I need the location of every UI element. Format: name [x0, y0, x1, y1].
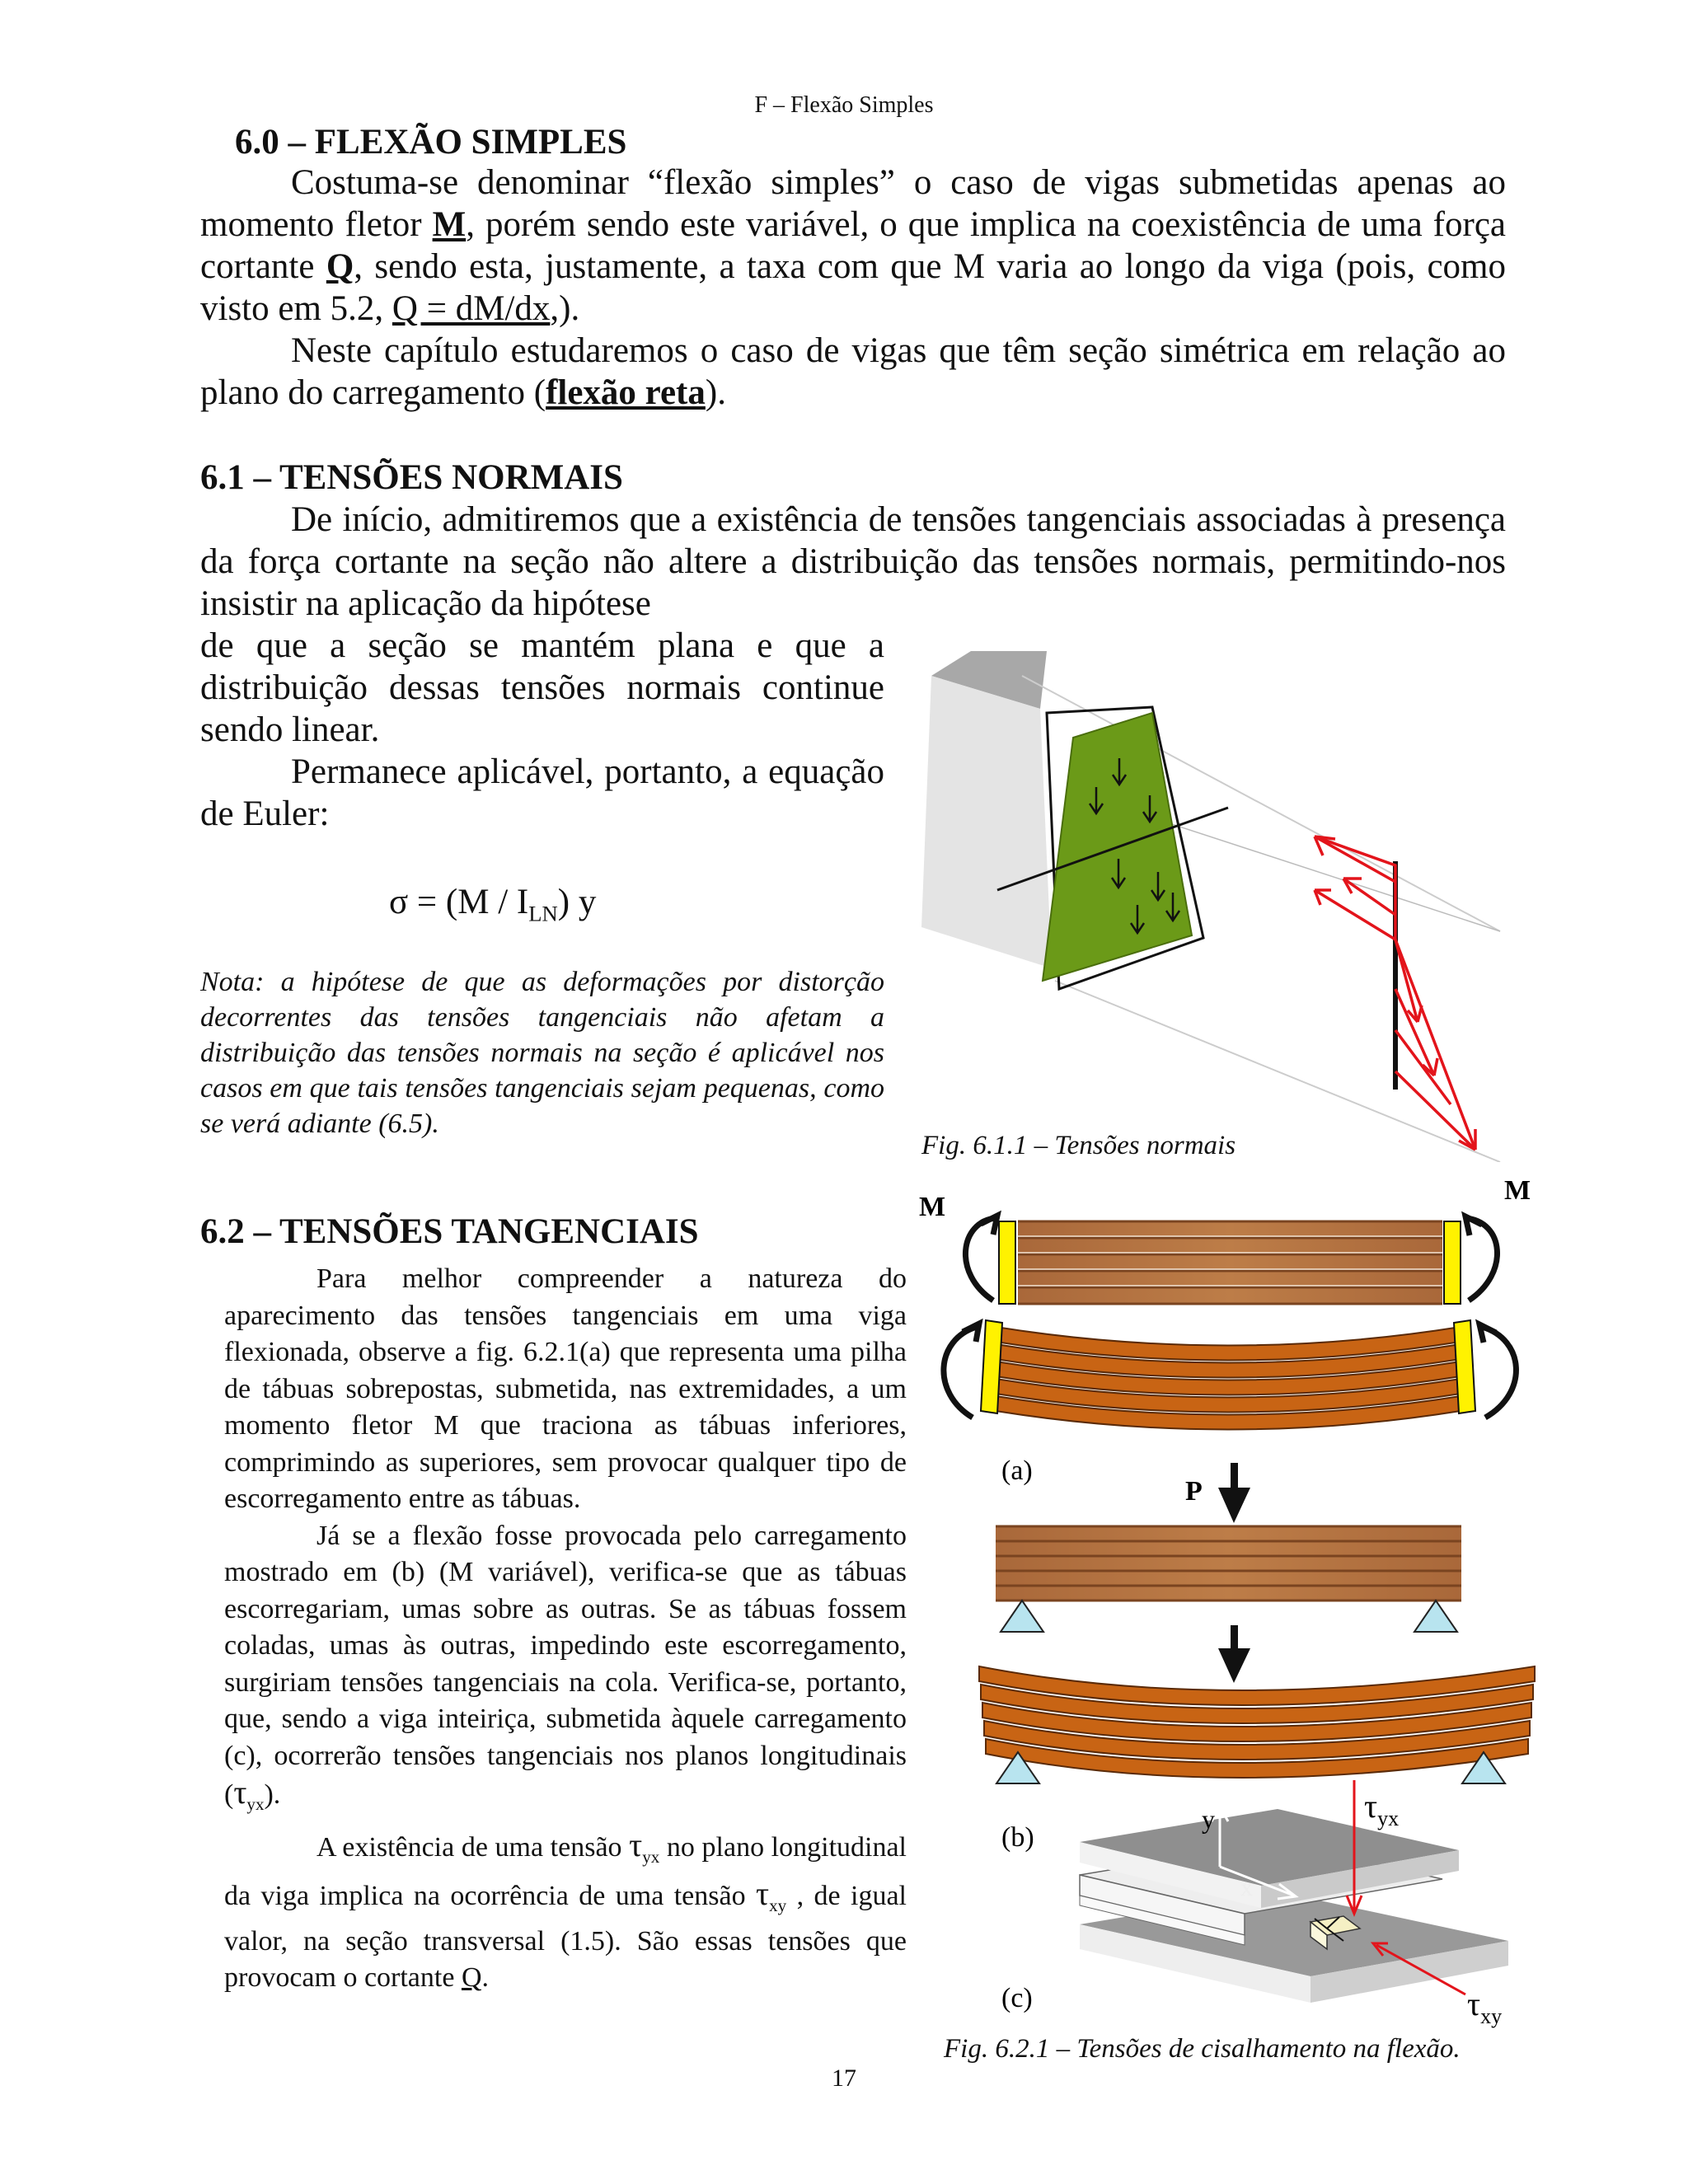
- figure-6-2-1-caption: Fig. 6.2.1 – Tensões de cisalhamento na flexão.: [944, 2034, 1461, 2064]
- note: Nota: a hipótese de que as deformações por distorção decorrentes das tensões tangenciais não afetam a distribuição das tensões normais na seção é aplicável nos casos em que tais tensões tangenciais sejam pequenas, como se verá adiante (6.5).: [200, 967, 884, 1139]
- paragraph: De início, admitiremos que a existência de tensões tangenciais associadas à presença da força cortante na seção não altere a distribuição das tensões normais, permitindo-nos insistir na aplicação da hipótese: [200, 500, 1506, 623]
- paragraph: Para melhor compreender a natureza do aparecimento das tensões tangenciais em uma viga flexionada, observe a fig. 6.2.1(a) que representa uma pilha de tábuas sobrepostas, submetida, nas extremidades, a um momento fletor M que traciona as tábuas inferiores, comprimindo as superiores, sem provocar qualquer tipo de escorregamento entre as tábuas.: [224, 1263, 907, 1514]
- board-stack-straight: [999, 1221, 1461, 1304]
- tau-xy-symbol: $\tau_{xy}$: [1467, 1985, 1503, 2028]
- section-6-2-heading: 6.2 – TENSÕES TANGENCIAIS: [200, 1212, 699, 1251]
- running-header: F – Flexão Simples: [754, 92, 934, 118]
- paragraph: Costuma-se denominar “flexão simples” o caso de vigas submetidas apenas ao momento fletor M, porém sendo este variável, o que implica na coexistência de uma força cortante Q, sendo esta, justamente, a taxa com que M varia ao longo da viga (pois, como visto em 5.2, Q = dM/dx,).: [200, 163, 1506, 328]
- axis-label-x: x: [1240, 1874, 1253, 1901]
- section-6-0-heading: 6.0 – FLEXÃO SIMPLES: [235, 123, 627, 162]
- figure-6-2-1: [915, 1170, 1558, 2036]
- section-6-1-heading: 6.1 – TENSÕES NORMAIS: [200, 458, 623, 497]
- load-arrow: [1218, 1463, 1250, 1523]
- section-6-1-left-column: [200, 625, 884, 835]
- section-6-0-body: [200, 162, 1506, 414]
- beam-element-3d: [1080, 1809, 1508, 2003]
- tau-yx-symbol: $\tau_{yx}$: [1364, 1788, 1400, 1830]
- figure-6-1-1-caption: Fig. 6.1.1 – Tensões normais: [921, 1131, 1236, 1160]
- paragraph: Neste capítulo estudaremos o caso de vigas que têm seção simétrica em relação ao plano do carregamento (flexão reta).: [200, 331, 1506, 412]
- block-side-face: [921, 676, 1052, 968]
- paragraph: Permanece aplicável, portanto, a equação de Euler:: [200, 752, 884, 833]
- label-a: (a): [1001, 1455, 1033, 1486]
- support-left: [1001, 1601, 1043, 1632]
- axis-label-y: y: [1202, 1804, 1215, 1834]
- paragraph: de que a seção se mantém plana e que a distribuição dessas tensões normais continue sendo linear.: [200, 626, 884, 749]
- figure-6-1-1: [907, 643, 1517, 1162]
- beam-bent-slipping: [979, 1666, 1535, 1778]
- board-stack-bent: [996, 1327, 1461, 1430]
- end-plate-left: [999, 1221, 1015, 1304]
- paragraph: Já se a flexão fosse provocada pelo carregamento mostrado em (b) (M variável), verifica-se que as tábuas escorregariam, umas sobre as outras. Se as tábuas fossem coladas, umas às outras, impedindo este escorregamento, surgiriam tensões tangenciais na cola. Verifica-se, portanto, que, sendo a viga inteiriça, submetida àquele carregamento (c), ocorrerão tensões tangenciais nos planos longitudinais $(\tau_{yx})$.: [224, 1520, 907, 1814]
- support-right: [1414, 1601, 1457, 1632]
- end-plate-right: [1444, 1221, 1461, 1304]
- section-6-1-intro: [200, 499, 1506, 625]
- paragraph: A existência de uma tensão $\tau_{yx}$ no plano longitudinal da viga implica na ocorrência de uma tensão $\tau_{xy}$ , de igual valor, na seção transversal (1.5). São essas tensões que provocam o cortante Q.: [224, 1826, 907, 1994]
- section-6-2-body: [224, 1261, 907, 1997]
- moment-label-right: M: [1504, 1175, 1531, 1206]
- load-arrow-2: [1218, 1625, 1250, 1683]
- label-c: (c): [1001, 1983, 1033, 2013]
- beam-straight: [996, 1526, 1461, 1601]
- load-label-p: P: [1185, 1476, 1203, 1507]
- label-b: (b): [1001, 1822, 1034, 1853]
- page-number: 17: [832, 2064, 856, 2092]
- euler-equation: $\sigma = (M / I_{LN})$ y: [389, 883, 597, 926]
- moment-label-left: M: [919, 1192, 946, 1222]
